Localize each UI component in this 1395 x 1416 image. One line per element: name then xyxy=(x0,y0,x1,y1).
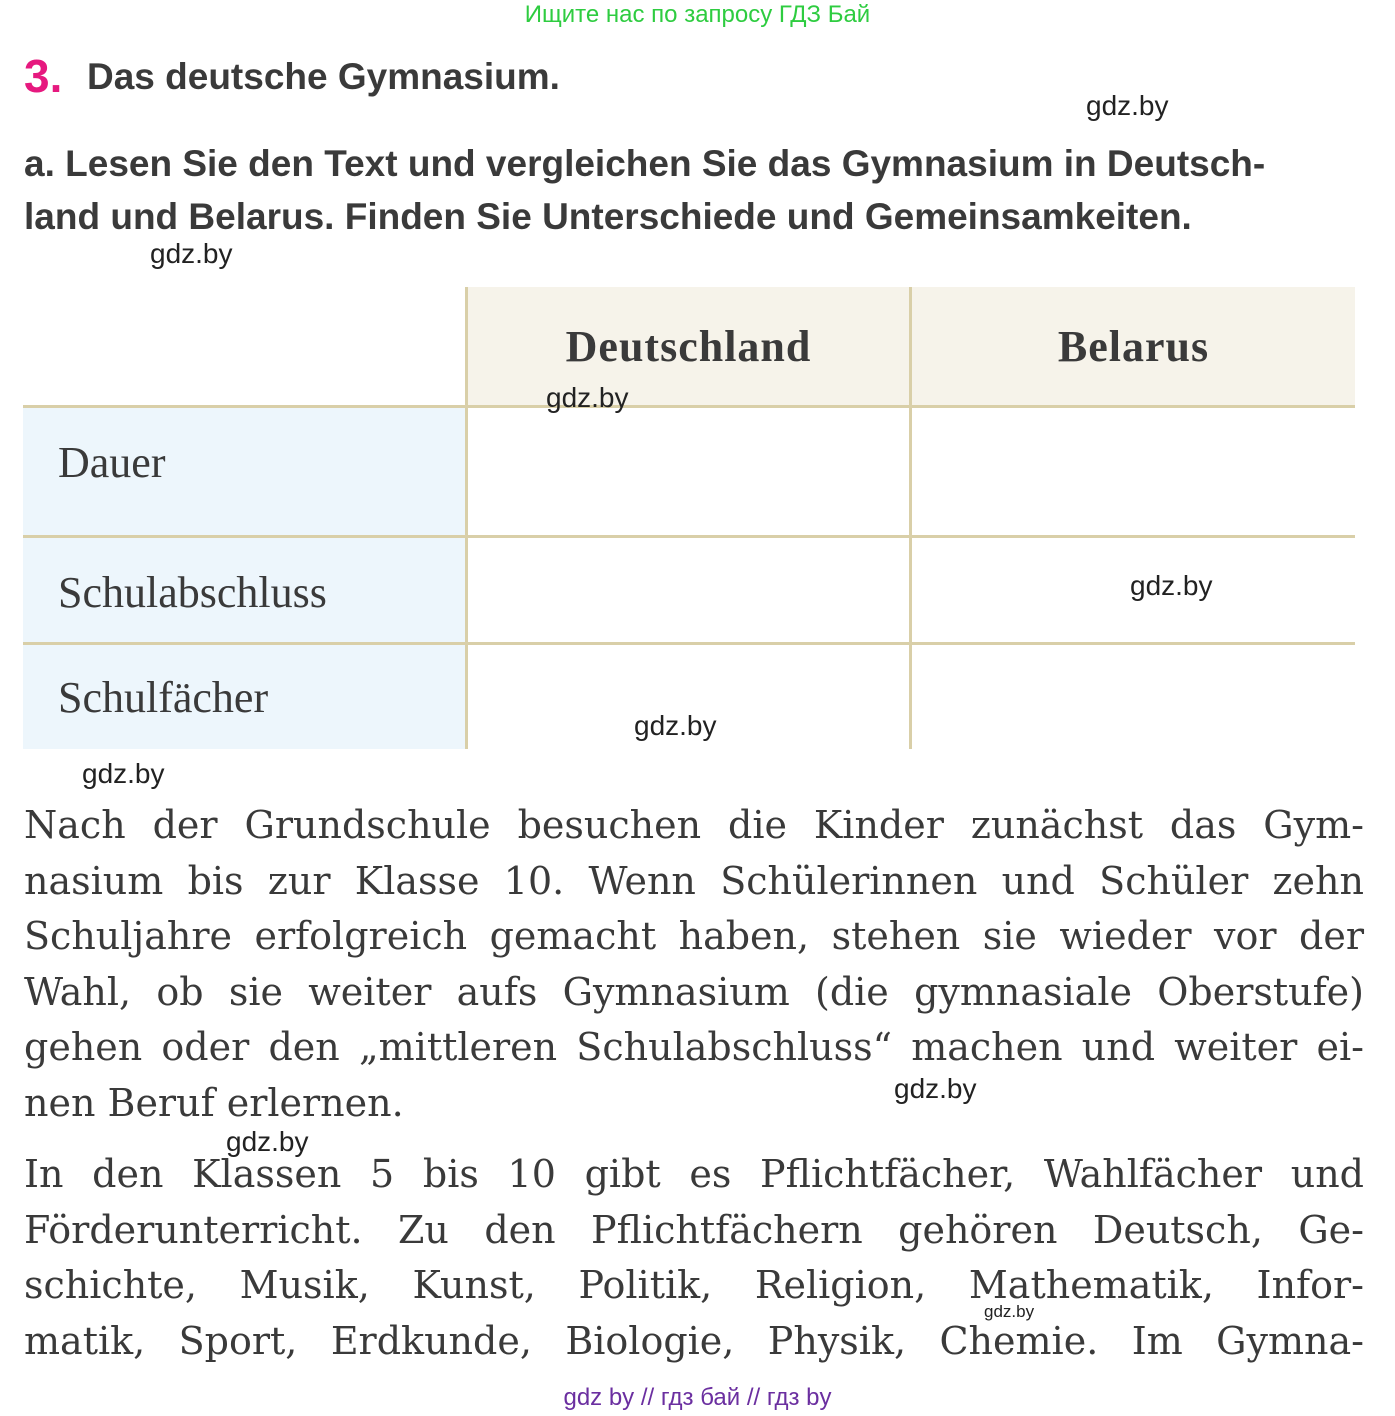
watermark: gdz.by xyxy=(1086,90,1169,121)
exercise-number: 3. xyxy=(24,50,63,102)
text-line: In den Klassen 5 bis 10 gibt es Pflichtfächer, Wahlfächer und xyxy=(24,1152,1364,1196)
watermark: gdz.by xyxy=(634,710,717,741)
watermark: gdz.by xyxy=(894,1073,977,1104)
row-label-dauer: Dauer xyxy=(58,438,166,487)
table-rule xyxy=(23,405,1355,408)
task-line: land und Belarus. Finden Sie Unterschiede und Gemeinsamkeiten. xyxy=(24,196,1192,237)
text-line: Förderunterricht. Zu den Pflichtfächern gehören Deutsch, Ge- xyxy=(24,1207,1364,1252)
watermark: gdz.by xyxy=(546,382,629,413)
text-line: schichte, Musik, Kunst, Politik, Religion, Mathematik, Infor- xyxy=(24,1263,1364,1308)
watermark: gdz.by xyxy=(984,1302,1035,1321)
text-line: gehen oder den „mittleren Schulabschluss“ machen und weiter ei- xyxy=(24,1025,1364,1070)
table-rule xyxy=(23,642,1355,645)
watermark: gdz.by xyxy=(1130,570,1213,601)
task-line: a. Lesen Sie den Text und vergleichen Sie das Gymnasium in Deutsch- xyxy=(24,143,1266,184)
exercise-title: Das deutsche Gymnasium. xyxy=(87,56,560,97)
watermark: gdz.by xyxy=(226,1126,309,1157)
watermark: gdz.by xyxy=(82,758,165,789)
comparison-table xyxy=(23,287,1355,749)
column-header-belarus: Belarus xyxy=(1057,322,1210,371)
text-line: Nach der Grundschule besuchen die Kinder zunächst das Gym- xyxy=(24,803,1364,847)
text-line: Schuljahre erfolgreich gemacht haben, stehen sie wieder vor der xyxy=(24,914,1364,959)
text-line: nasium bis zur Klasse 10. Wenn Schülerinnen und Schüler zehn xyxy=(24,858,1364,903)
table-rule xyxy=(23,535,1355,538)
text-line: Wahl, ob sie weiter aufs Gymnasium (die gymnasiale Oberstufe) xyxy=(24,969,1364,1014)
row-label-schulabschluss: Schulabschluss xyxy=(58,568,327,617)
column-header-deutschland: Deutschland xyxy=(565,322,812,371)
paragraph-1 xyxy=(24,798,1364,1132)
footer-watermark: gdz by // гдз бай // гдз by xyxy=(563,1384,832,1411)
paragraph-2 xyxy=(24,1147,1364,1369)
text-line: nen Beruf erlernen. xyxy=(24,1080,404,1125)
top-banner: Ищите нас по запросу ГДЗ Бай xyxy=(524,1,871,28)
watermark: gdz.by xyxy=(150,238,233,269)
task-instruction xyxy=(24,137,1364,243)
text-line: matik, Sport, Erdkunde, Biologie, Physik, Chemie. Im Gymna- xyxy=(24,1318,1364,1363)
row-label-schulfaecher: Schulfächer xyxy=(58,673,269,722)
